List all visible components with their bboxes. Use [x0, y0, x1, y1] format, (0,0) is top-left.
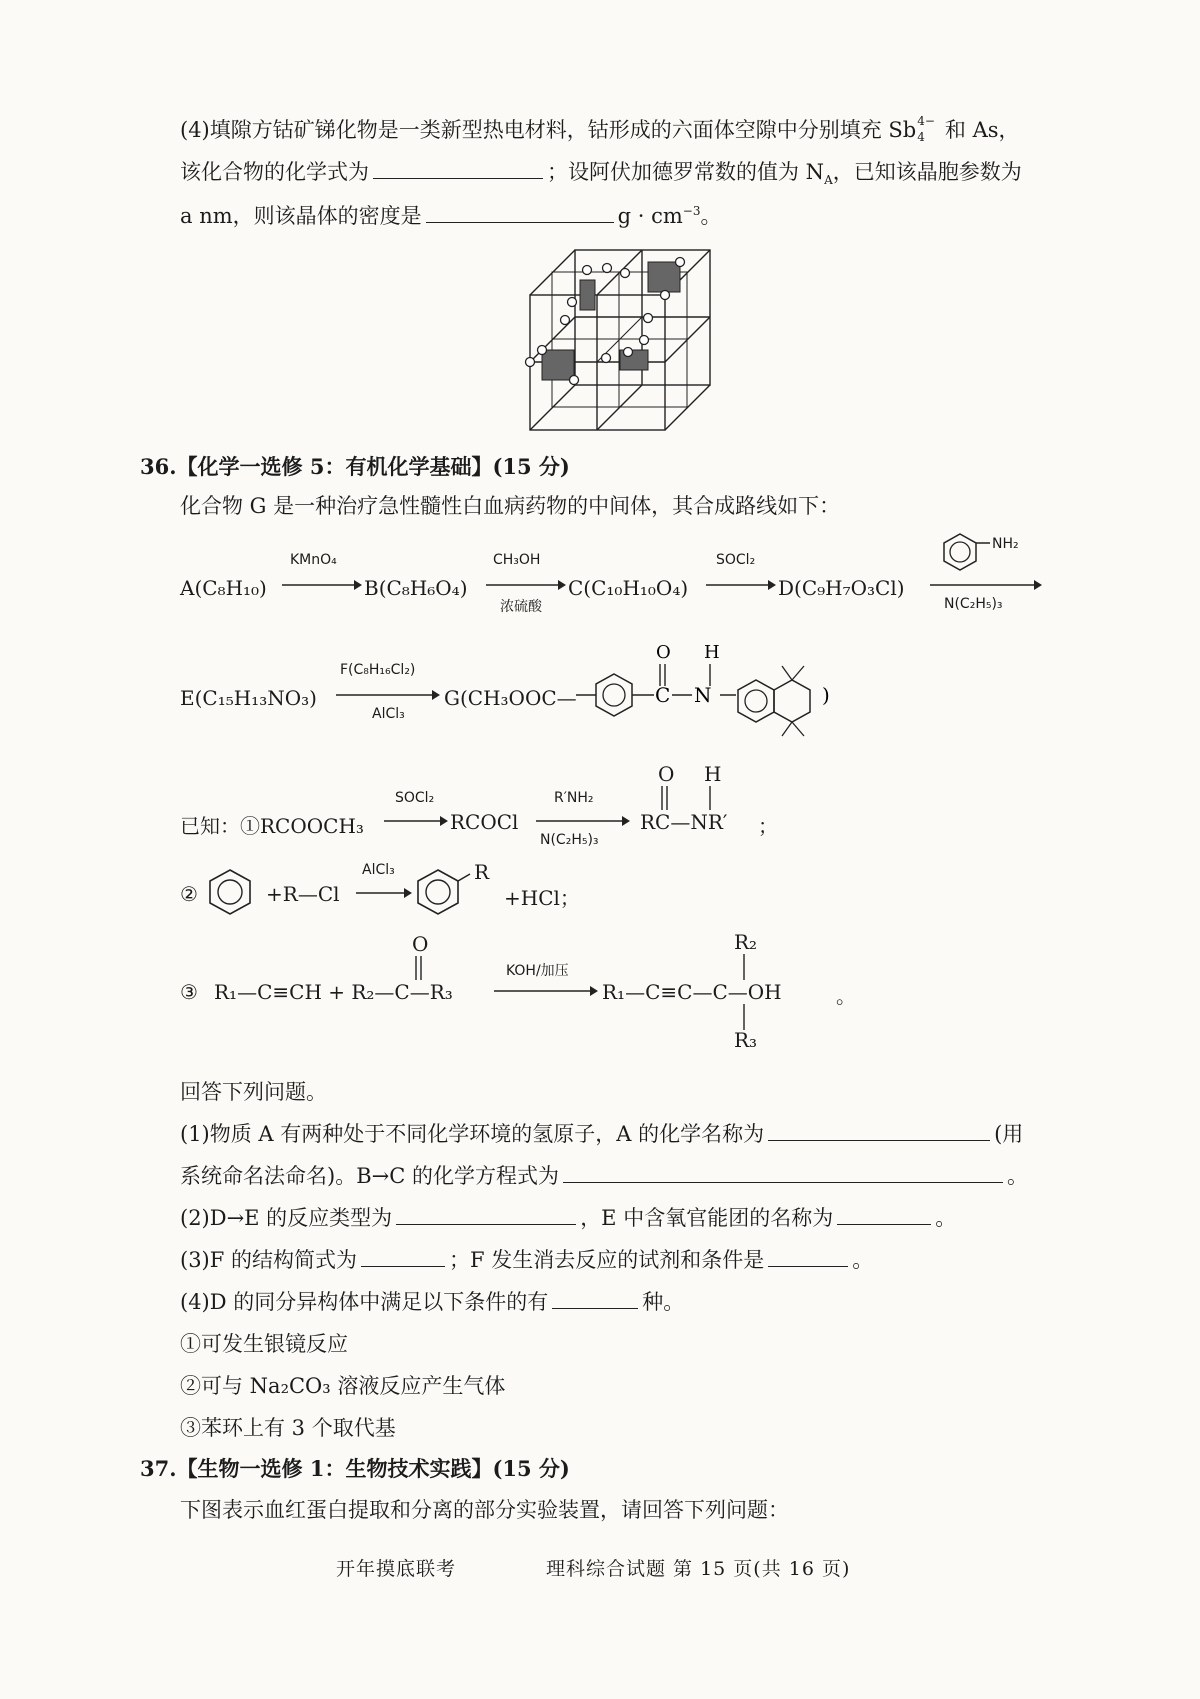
route-reagent-4: NH₂: [992, 536, 1019, 552]
known-3-r3-label: R₃: [734, 1028, 758, 1052]
route-catalyst-2: 浓硫酸: [500, 599, 542, 615]
answer-blank-reaction-type[interactable]: [396, 1223, 576, 1225]
reaction-arrow-5: [336, 688, 440, 702]
reaction-arrow-3: [706, 578, 776, 592]
known-1-reagent-a: SOCl₂: [395, 790, 435, 806]
compound-g-structure: [576, 630, 876, 750]
route-compound-a: A(C₈H₁₀): [180, 576, 267, 600]
g-carbonyl-o: O: [656, 642, 671, 663]
route-reagent-2: CH₃OH: [493, 552, 541, 568]
q36-part3: (3)F 的结构简式为 ；F 发生消去反应的试剂和条件是 。: [180, 1248, 874, 1272]
known-1-h-label: H: [704, 762, 722, 786]
q36-part1-line2: 系统命名法命名)。B→C 的化学方程式为 。: [180, 1164, 1028, 1188]
known-3-reactants: R₁—C≡CH + R₂—C—R₃: [214, 980, 453, 1004]
known-1-end: ；: [758, 814, 778, 838]
known-1-reagent-b: R′NH₂: [554, 790, 594, 806]
benzene-ring-icon: [206, 866, 254, 918]
q36-part2: (2)D→E 的反应类型为 ，E 中含氧官能团的名称为 。: [180, 1206, 957, 1230]
q37-intro: 下图表示血红蛋白提取和分离的部分实验装置，请回答下列问题：: [180, 1498, 789, 1522]
g-carbonyl-c: C: [655, 683, 671, 707]
known-1-intermediate: RCOCl: [450, 810, 519, 834]
q36-part1-line1: (1)物质 A 有两种处于不同化学环境的氢原子，A 的化学名称为 (用: [180, 1122, 1024, 1146]
answer-blank-elimination-conditions[interactable]: [768, 1265, 848, 1267]
known-3-product: R₁—C≡C—C—OH: [602, 980, 782, 1004]
known-reaction-3-label: ③: [180, 980, 198, 1004]
route-reagent-3: SOCl₂: [716, 552, 756, 568]
g-amide-h: H: [704, 642, 720, 663]
q35-part4-line1: (4)填隙方钴矿锑化物是一类新型热电材料，钴形成的六面体空隙中分别填充 Sb 4− 4 和 As，: [180, 114, 1020, 144]
answer-blank-a-name[interactable]: [768, 1139, 990, 1141]
q36-part4: (4)D 的同分异构体中满足以下条件的有 种。: [180, 1290, 685, 1314]
known-reaction-2-label: ②: [180, 882, 198, 906]
condition-2: ②可与 Na₂CO₃ 溶液反应产生气体: [180, 1374, 506, 1398]
q37-header: 37.【生物一选修 1：生物技术实践】(15 分): [140, 1456, 570, 1481]
answer-blank-f-structure[interactable]: [361, 1265, 445, 1267]
route-compound-c: C(C₁₀H₁₀O₄): [568, 576, 689, 600]
route-compound-d: D(C₉H₇O₃Cl): [778, 576, 905, 600]
footer-exam-name: 开年摸底联考: [336, 1558, 457, 1580]
known-1-arrow-b: [536, 814, 630, 828]
known-3-carbonyl-bond: [410, 956, 430, 982]
route-catalyst-5: AlCl₃: [372, 706, 405, 722]
known-2-catalyst: AlCl₃: [362, 862, 395, 878]
g-close-paren: ): [822, 683, 830, 707]
known-3-o-label: O: [412, 932, 429, 956]
q36-intro: 化合物 G 是一种治疗急性髓性白血病药物的中间体，其合成路线如下：: [180, 494, 841, 518]
known-3-arrow: [494, 984, 598, 998]
answer-blank-density[interactable]: [426, 221, 614, 223]
known-2-reactant: +R—Cl: [266, 882, 340, 906]
known-1-arrow-a: [384, 814, 448, 828]
route-reagent-1: KMnO₄: [290, 552, 337, 568]
answer-blank-b-to-c-equation[interactable]: [563, 1181, 1003, 1183]
sb-subscript: 4: [917, 130, 925, 144]
condition-3: ③苯环上有 3 个取代基: [180, 1416, 396, 1440]
footer-page-info: 理科综合试题 第 15 页(共 16 页): [546, 1558, 851, 1580]
q35-part4-line3: a nm，则该晶体的密度是 $g \cdot cm^{-3}$。: [180, 204, 722, 228]
sb-charge-superscript: 4−: [917, 114, 935, 128]
answer-intro: 回答下列问题。: [180, 1080, 327, 1104]
route-reagent-5: F(C₈H₁₆Cl₂): [340, 662, 416, 678]
answer-blank-functional-group[interactable]: [837, 1223, 931, 1225]
known-3-condition: KOH/加压: [506, 963, 569, 979]
answer-blank-formula[interactable]: [373, 177, 543, 179]
reaction-arrow-4: [930, 578, 1042, 592]
known-3-end: 。: [836, 984, 856, 1008]
known-reaction-1-label: 已知：①RCOOCH₃: [180, 814, 364, 838]
route-compound-e: E(C₁₅H₁₃NO₃): [180, 686, 317, 710]
reaction-arrow-2: [486, 578, 566, 592]
condition-1: ①可发生银镜反应: [180, 1332, 348, 1356]
known-1-catalyst-b: N(C₂H₅)₃: [540, 832, 599, 848]
route-compound-g: G(CH₃OOC—: [444, 686, 577, 710]
known-2-arrow: [356, 886, 412, 900]
known-1-o-label: O: [658, 762, 675, 786]
q36-header: 36.【化学一选修 5：有机化学基础】(15 分): [140, 454, 570, 479]
q35-part4-line2: 该化合物的化学式为 ；设阿伏加德罗常数的值为 $N_A$，已知该晶胞参数为: [180, 160, 1022, 188]
g-amide-n: N: [694, 683, 712, 707]
answer-blank-isomer-count[interactable]: [552, 1307, 638, 1309]
known-2-r-label: R: [474, 860, 490, 884]
route-compound-b: B(C₈H₆O₄): [364, 576, 468, 600]
crystal-cell-diagram: [520, 240, 720, 440]
known-1-product: RC—NR′: [640, 810, 728, 834]
route-catalyst-4: N(C₂H₅)₃: [944, 596, 1003, 612]
known-3-r2-label: R₂: [734, 930, 758, 954]
known-2-end: +HCl；: [504, 886, 580, 910]
reaction-arrow-1: [282, 578, 362, 592]
